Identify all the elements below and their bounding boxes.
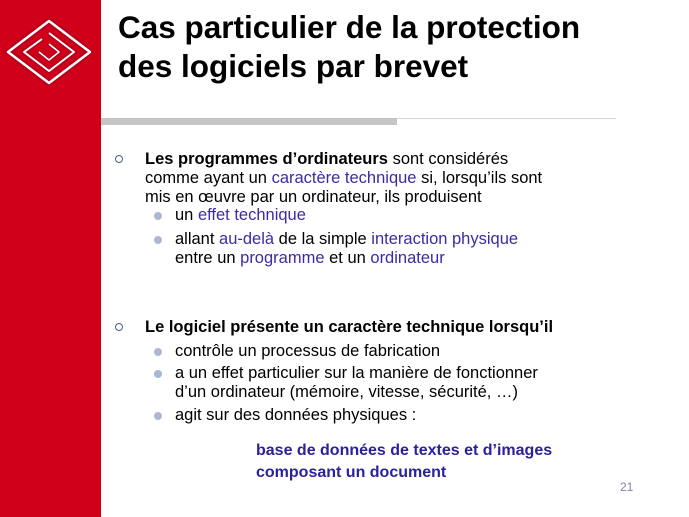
sub-bullet-text: et un: [324, 249, 371, 267]
bullet-lead: Le logiciel présente un caractère technique lorsqu’il: [145, 318, 554, 336]
title-line-2: des logiciels par brevet: [118, 48, 469, 84]
sub-bullet-line: [175, 249, 445, 268]
highlight-term: effet technique: [197, 206, 306, 224]
sub-bullet-line: agit sur des données physiques :: [175, 406, 417, 424]
highlight-term: programme: [240, 249, 325, 267]
filled-dot-bullet-icon: [154, 348, 162, 356]
page-number: 21: [620, 480, 634, 494]
note-line-2: composant un document: [256, 464, 447, 481]
sub-bullet-text: allant: [175, 230, 220, 248]
bullet-line: [145, 169, 542, 188]
highlight-term: au-delà: [219, 230, 275, 248]
sub-bullet-line: [175, 230, 518, 249]
title-divider-thin: [397, 118, 616, 119]
sub-bullet-text: entre un: [175, 249, 241, 267]
title-line-1: Cas particulier de la protection: [118, 9, 581, 45]
filled-dot-bullet-icon: [154, 412, 162, 420]
example-note: [256, 440, 552, 484]
sub-bullet-text: un: [175, 206, 198, 224]
highlight-term: ordinateur: [370, 249, 445, 267]
bullet-lead: Les programmes d’ordinateurs: [145, 150, 388, 168]
hollow-circle-bullet-icon: [115, 323, 123, 331]
bullet-text: sont considérés: [387, 150, 509, 168]
bullet-text: si, lorsqu’ils sont: [416, 169, 543, 187]
red-spiral-logo-icon: [2, 13, 97, 91]
bullet-text: comme ayant un: [145, 169, 272, 187]
sub-bullet-line: a un effet particulier sur la manière de fonctionner: [175, 364, 538, 382]
highlight-term: interaction physique: [371, 230, 519, 248]
filled-dot-bullet-icon: [154, 236, 162, 244]
bullet-line: mis en œuvre par un ordinateur, ils produisent: [145, 188, 482, 206]
sub-bullet-text: de la simple: [274, 230, 372, 248]
hollow-circle-bullet-icon: [115, 155, 123, 163]
sub-bullet-line: d’un ordinateur (mémoire, vitesse, sécurité, …): [175, 383, 518, 401]
sub-bullet-line: [175, 206, 306, 225]
note-line-1: base de données de textes et d’images: [256, 442, 553, 459]
sub-bullet-line: contrôle un processus de fabrication: [175, 342, 441, 360]
title-divider: [101, 118, 397, 125]
bullet-line: [145, 150, 508, 169]
highlight-term: caractère technique: [271, 169, 417, 187]
filled-dot-bullet-icon: [154, 212, 162, 220]
filled-dot-bullet-icon: [154, 370, 162, 378]
slide-title: [118, 8, 678, 86]
